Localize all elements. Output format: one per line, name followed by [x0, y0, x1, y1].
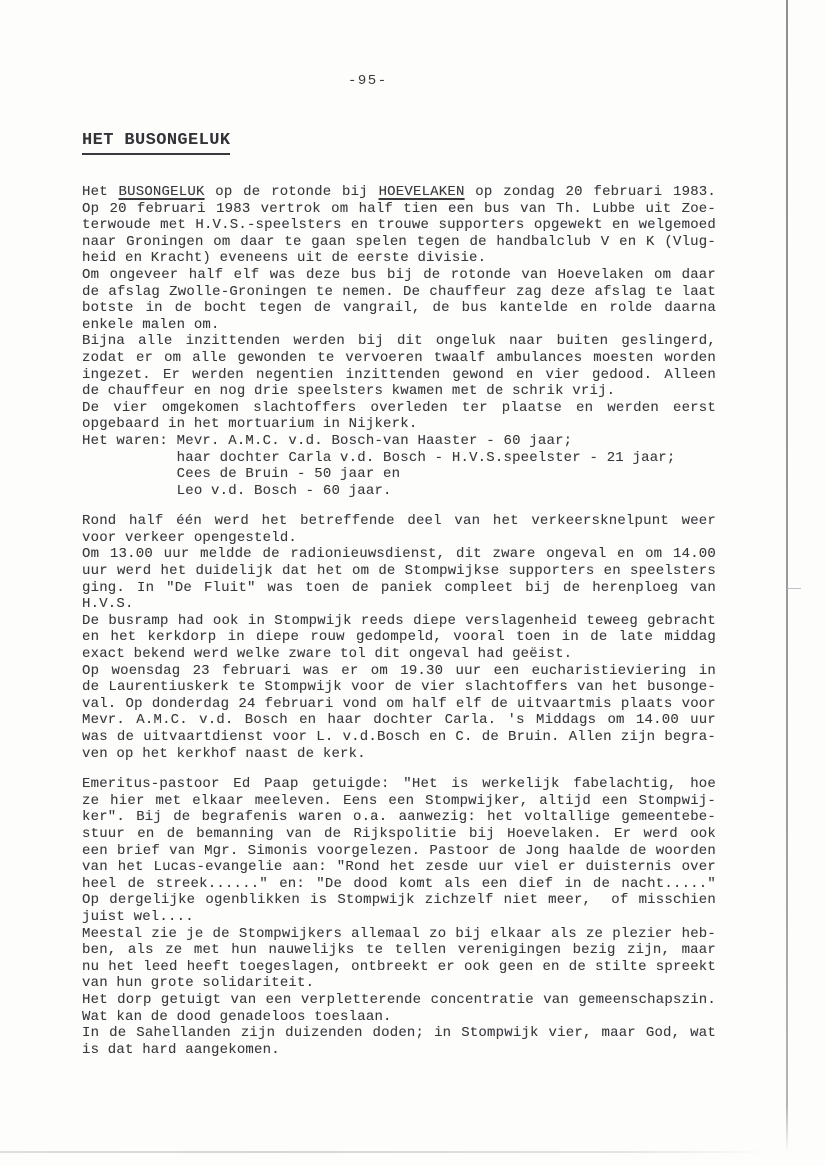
- text-line: Het BUSONGELUK op de rotonde bij HOEVELAKEN op zondag 20 februari 1983.: [82, 184, 716, 200]
- text-line: Op dergelijke ogenblikken is Stompwijk zichzelf niet meer, of misschien: [82, 892, 716, 909]
- text-line: Mevr. A.M.C. v.d. Bosch en haar dochter Carla. 's Middags om 14.00 uur: [82, 712, 716, 729]
- text-line: Om ongeveer half elf was deze bus bij de rotonde van Hoevelaken om daar: [82, 266, 716, 283]
- text-line: uur werd het duidelijk dat het om de Stompwijkse supporters en speelsters: [82, 563, 716, 580]
- text-line: Het dorp getuigt van een verpletterende concentratie van gemeenschapszin.: [82, 991, 716, 1008]
- text-line: De vier omgekomen slachtoffers overleden ter plaatse en werden eerst: [82, 399, 716, 416]
- text-line: voor verkeer opengesteld.: [82, 529, 298, 546]
- text-line: was de uitvaartdienst voor L. v.d.Bosch en C. de Bruin. Allen zijn begra-: [82, 729, 716, 745]
- paragraph-block: [82, 513, 716, 762]
- text-line: Wat kan de dood genadeloos toeslaan.: [82, 1008, 392, 1025]
- text-line: ging. In "De Fluit" was toen de paniek compleet bij de herenploeg van: [82, 579, 716, 596]
- text-line: stuur en de bemanning van de Rijkspolitie bij Hoevelaken. Er werd ook: [82, 825, 716, 842]
- text-line: botste in de bocht tegen de vangrail, de bus kantelde en rolde daarna: [82, 300, 716, 317]
- text-line: de chauffeur en nog drie speelsters kwamen met de schrik vrij.: [82, 383, 616, 400]
- text-line: en het kerkdorp in diepe rouw gedompeld, vooral toen in de late middag: [82, 629, 716, 646]
- text-line: de afslag Zwolle-Groningen te nemen. De chauffeur zag deze afslag te laat: [82, 283, 716, 300]
- text-line: exact bekend werd welke zware tol dit ongeval had geëist.: [82, 646, 573, 663]
- document-body: [82, 184, 716, 1072]
- text-line: Het waren: Mevr. A.M.C. v.d. Bosch-van Haaster - 60 jaar;: [82, 432, 573, 449]
- document-title: HET BUSONGELUK: [82, 131, 230, 155]
- text-line: Op 20 februari 1983 vertrok om half tien een bus van Th. Lubbe uit Zoe-: [82, 200, 716, 217]
- text-line: De busramp had ook in Stompwijk reeds diepe verslagenheid teweeg gebracht: [82, 612, 716, 629]
- text-line: haar dochter Carla v.d. Bosch - H.V.S.speelster - 21 jaar;: [82, 449, 676, 466]
- text-line: naar Groningen om daar te gaan spelen tegen de handbalclub V en K (Vlug-: [82, 233, 716, 250]
- text-line: val. Op donderdag 24 februari vond om half elf de uitvaartmis plaats voor: [82, 695, 716, 712]
- scan-bottom-edge-line: [0, 1151, 770, 1153]
- text-line: heel de streek......" en: "De dood komt als een dief in de nacht.....": [82, 875, 716, 892]
- text-line: Leo v.d. Bosch - 60 jaar.: [82, 482, 392, 499]
- text-line: Om 13.00 uur meldde de radionieuwsdienst, dit zware ongeval en om 14.00: [82, 546, 716, 563]
- text-line: juist wel....: [82, 908, 194, 925]
- text-line: enkele malen om.: [82, 316, 220, 333]
- text-line: ker". Bij de begrafenis waren o.a. aanwezig: het voltallige gemeentebe-: [82, 809, 716, 826]
- text-line: de Laurentiuskerk te Stompwijk voor de vier slachtoffers van het busonge-: [82, 679, 716, 696]
- text-line: van hun grote solidariteit.: [82, 975, 315, 992]
- scan-right-edge-line: [786, 0, 788, 1152]
- text-line: H.V.S.: [82, 596, 134, 613]
- text-line: ven op het kerkhof naast de kerk.: [82, 745, 366, 762]
- text-line: Emeritus-pastoor Ed Paap getuigde: "Het is werkelijk fabelachtig, hoe: [82, 776, 716, 793]
- text-line: In de Sahellanden zijn duizenden doden; in Stompwijk vier, maar God, wat: [82, 1025, 716, 1042]
- paragraph-block: [82, 184, 716, 499]
- text-line: van het Lucas-evangelie aan: "Rond het zesde uur viel er duisternis over: [82, 859, 716, 876]
- paragraph-block: [82, 776, 716, 1058]
- text-line: ingezet. Er werden negentien inzittenden gewond en vier gedood. Alleen: [82, 366, 716, 383]
- text-line: is dat hard aangekomen.: [82, 1041, 280, 1058]
- scan-artifact-tick: [787, 588, 801, 589]
- text-line: heid en Kracht) eveneens uit de eerste divisie.: [82, 250, 487, 267]
- page-number: -95-: [348, 73, 388, 89]
- text-line: Meestal zie je de Stompwijkers allemaal zo bij elkaar als ze plezier heb-: [82, 925, 716, 942]
- text-line: een brief van Mgr. Simonis voorgelezen. Pastoor de Jong haalde de woorden: [82, 842, 716, 859]
- text-line: Cees de Bruin - 50 jaar en: [82, 466, 401, 483]
- text-line: nu het leed heeft toegeslagen, ontbreekt er ook geen en de stilte spreekt: [82, 958, 716, 975]
- text-line: Op woensdag 23 februari was er om 19.30 uur een eucharistieviering in: [82, 662, 716, 679]
- text-line: Rond half één werd het betreffende deel van het verkeersknelpunt weer: [82, 513, 716, 530]
- text-line: Bijna alle inzittenden werden bij dit ongeluk naar buiten geslingerd,: [82, 333, 716, 350]
- text-line: terwoude met H.V.S.-speelsters en trouwe supporters opgewekt en welgemoed: [82, 217, 716, 234]
- text-line: zodat er om alle gewonden te vervoeren twaalf ambulances moesten worden: [82, 349, 716, 366]
- text-line: ze hier met elkaar meeleven. Eens een Stompwijker, altijd een Stompwij-: [82, 792, 716, 809]
- text-line: opgebaard in het mortuarium in Nijkerk.: [82, 416, 418, 433]
- text-line: ben, als ze met hun nauwelijks te tellen verenigingen bezig zijn, maar: [82, 942, 716, 959]
